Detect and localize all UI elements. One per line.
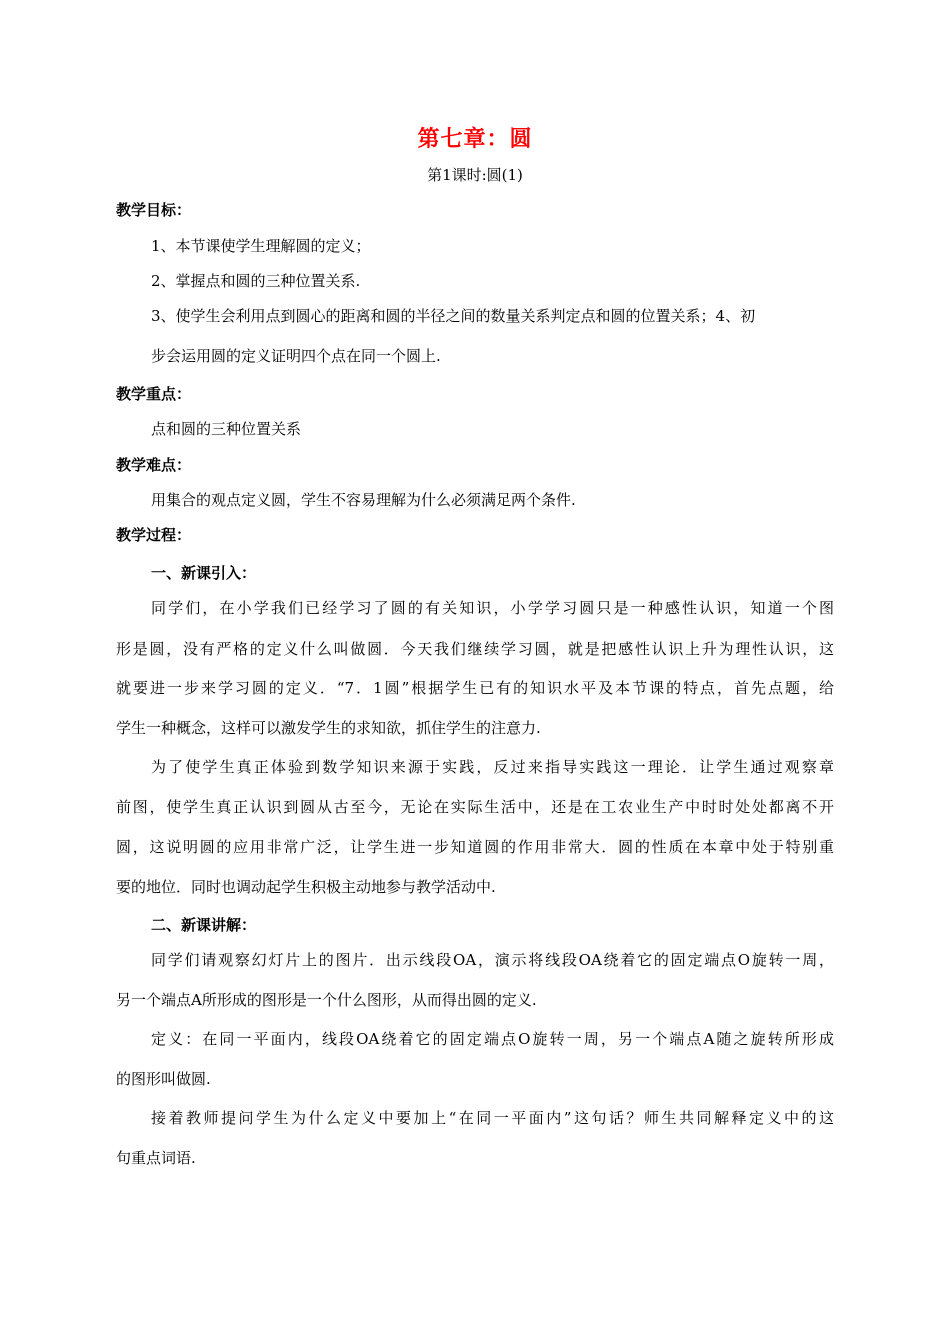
- paragraph-line: 另一个端点A所形成的图形是一个什么图形，从而得出圆的定义.: [116, 991, 537, 1009]
- objective-item: 步会运用圆的定义证明四个点在同一个圆上.: [151, 347, 441, 365]
- objective-item: 1、本节课使学生理解圆的定义；: [151, 237, 371, 255]
- difficulty-heading: 教学难点：: [116, 456, 192, 474]
- paragraph-line: 学生一种概念，这样可以激发学生的求知欲，抓住学生的注意力.: [116, 719, 541, 737]
- section1-heading: 一、新课引入：: [151, 564, 257, 582]
- paragraph-line: 同学们请观察幻灯片上的图片．出示线段OA，演示将线段OA绕着它的固定端点O旋转一周，: [151, 951, 834, 969]
- objective-item: 2、掌握点和圆的三种位置关系.: [151, 272, 361, 290]
- key-point-heading: 教学重点：: [116, 385, 192, 403]
- paragraph-line: 就要进一步来学习圆的定义．“7．1圆”根据学生已有的知识水平及本节课的特点，首先点题，给: [116, 679, 834, 697]
- paragraph-line: 接着教师提问学生为什么定义中要加上“在同一平面内”这句话？师生共同解释定义中的这: [151, 1109, 834, 1127]
- paragraph-line: 的图形叫做圆.: [116, 1070, 211, 1088]
- section2-heading: 二、新课讲解：: [151, 916, 257, 934]
- paragraph-line: 圆，这说明圆的应用非常广泛，让学生进一步知道圆的作用非常大．圆的性质在本章中处于特别重: [116, 838, 834, 856]
- paragraph-line: 为了使学生真正体验到数学知识来源于实践，反过来指导实践这一理论．让学生通过观察章: [151, 758, 834, 776]
- paragraph-line: 定义：在同一平面内，线段OA绕着它的固定端点O旋转一周，另一个端点A随之旋转所形成: [151, 1030, 834, 1048]
- process-heading: 教学过程：: [116, 526, 192, 544]
- objectives-heading: 教学目标：: [116, 201, 192, 219]
- paragraph-line: 形是圆，没有严格的定义什么叫做圆．今天我们继续学习圆，就是把感性认识上升为理性认识，这: [116, 640, 834, 658]
- difficulty-text: 用集合的观点定义圆，学生不容易理解为什么必须满足两个条件.: [151, 491, 576, 509]
- paragraph-line: 前图，使学生真正认识到圆从古至今，无论在实际生活中，还是在工农业生产中时时处处都离不开: [116, 798, 834, 816]
- paragraph-line: 要的地位．同时也调动起学生积极主动地参与教学活动中.: [116, 878, 496, 896]
- objective-item: 3、使学生会利用点到圆心的距离和圆的半径之间的数量关系判定点和圆的位置关系；4、初: [151, 307, 756, 325]
- paragraph-line: 同学们，在小学我们已经学习了圆的有关知识，小学学习圆只是一种感性认识，知道一个图: [151, 599, 834, 617]
- chapter-title: 第七章：圆: [417, 126, 533, 152]
- key-point-text: 点和圆的三种位置关系: [151, 420, 302, 438]
- lesson-subtitle: 第1课时:圆(1): [427, 166, 523, 184]
- paragraph-line: 句重点词语.: [116, 1149, 196, 1167]
